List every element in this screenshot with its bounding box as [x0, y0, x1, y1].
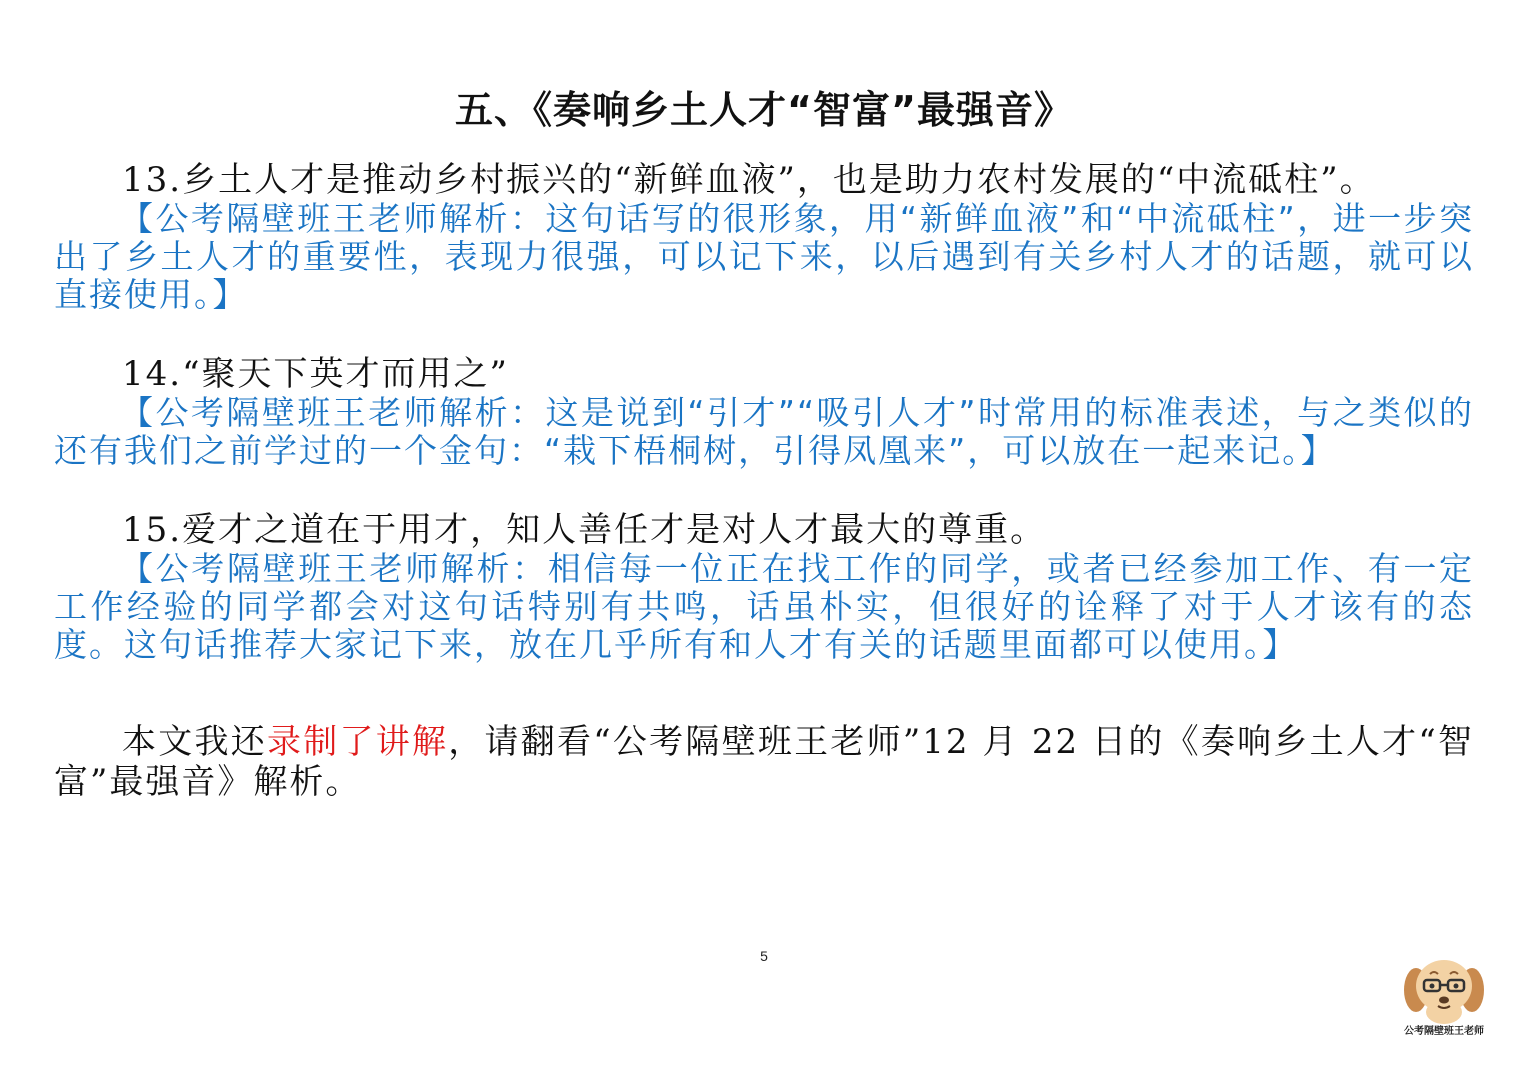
item-14-text: 14.“聚天下英才而用之”: [122, 354, 509, 394]
item-13-text: 13.乡土人才是推动乡村振兴的“新鲜血液”，也是助力农村发展的“中流砥柱”。: [122, 160, 1376, 200]
spacer: [54, 314, 1474, 354]
item-14-note: 【公考隔壁班王老师解析：这是说到“引才”“吸引人才”时常用的标准表述，与之类似的还有我们之前学过的一个金句：“栽下梧桐树，引得凤凰来”，可以放在一起来记。】: [54, 393, 1474, 470]
closing-text-after: ，请翻看“公考隔壁班王老师”12 月 22 日的《奏响乡土人才“智富”最强音》解析。: [54, 722, 1474, 802]
item-15-note: 【公考隔壁班王老师解析：相信每一位正在找工作的同学，或者已经参加工作、有一定工作经验的同学都会对这句话特别有共鸣，话虽朴实，但很好的诠释了对于人才该有的态度。这句话推荐大家记下来，放在几乎所有和人才有关的话题里面都可以使用。】: [54, 549, 1474, 664]
logo-caption: 公考隔壁班王老师: [1404, 1026, 1484, 1037]
item-13-note: 【公考隔壁班王老师解析：这句话写的很形象，用“新鲜血液”和“中流砥柱”，进一步突出了乡土人才的重要性，表现力很强，可以记下来，以后遇到有关乡村人才的话题，就可以直接使用。】: [54, 199, 1474, 314]
section-title: 五、《奏响乡土人才“智富”最强音》: [455, 88, 1073, 132]
spacer: [54, 470, 1474, 510]
closing-highlight: 录制了讲解: [267, 722, 449, 762]
content-body: [54, 160, 1474, 802]
page-number: 5: [760, 948, 768, 964]
closing-paragraph: [54, 722, 1474, 802]
closing-text-before: 本文我还: [122, 722, 267, 762]
spacer: [54, 664, 1474, 722]
item-15-text: 15.爱才之道在于用才，知人善任才是对人才最大的尊重。: [122, 510, 1047, 550]
